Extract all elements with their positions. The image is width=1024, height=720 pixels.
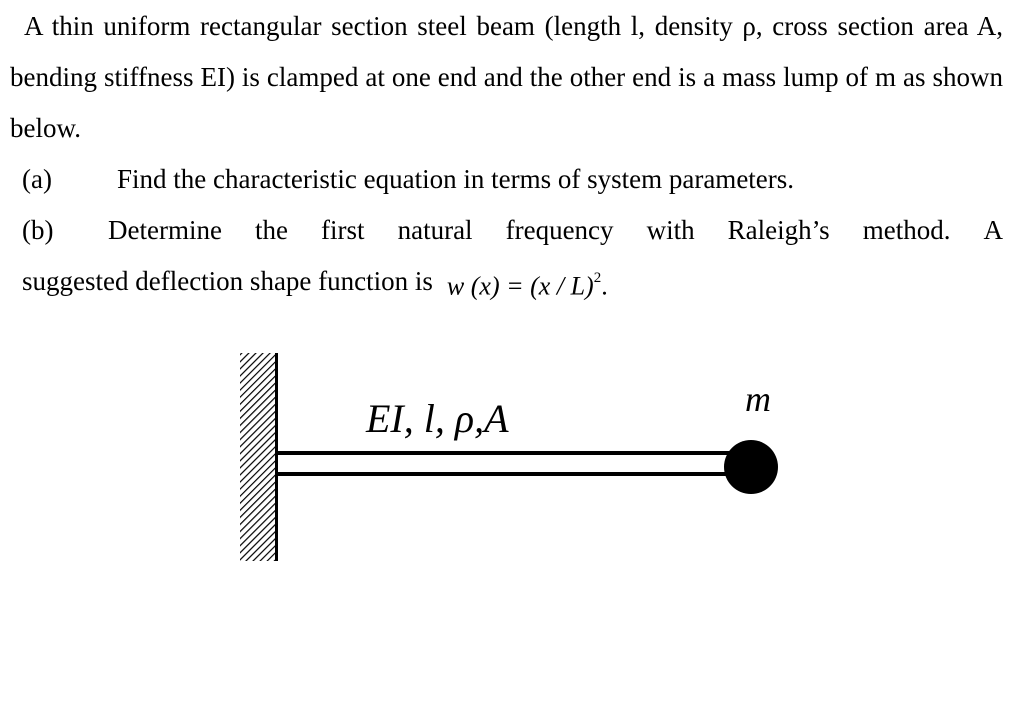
- lumped-mass: [724, 440, 778, 494]
- problem-statement: [10, 0, 1003, 312]
- part-b-label: (b): [22, 215, 54, 245]
- clamped-wall-hatch: [240, 353, 275, 561]
- part-b-line-2: [10, 256, 1003, 312]
- part-a: [10, 154, 1003, 205]
- part-b-word: Determine: [108, 215, 222, 245]
- problem-intro: A thin uniform rectangular section steel beam (length l, density ρ, cross section area A, bending stiffness EI) is clamped at one end and the other end is a mass lump of m as shown below.: [10, 11, 1003, 143]
- part-b-text-line-1: [108, 205, 1003, 256]
- part-b-text-line-2: suggested deflection shape function is: [22, 266, 433, 296]
- part-b-line-1: [10, 205, 1003, 256]
- formula-period: .: [601, 271, 608, 301]
- deflection-formula: [447, 256, 608, 312]
- part-b-word: Raleigh’s: [727, 215, 830, 245]
- part-b-word: A: [983, 215, 1003, 245]
- part-b-word: with: [646, 215, 695, 245]
- part-a-label: (a): [22, 164, 52, 194]
- part-b-word: first: [321, 215, 365, 245]
- beam-properties-label: EI, l, ρ,A: [366, 396, 509, 441]
- mass-label: m: [745, 379, 771, 419]
- part-b-word: natural: [397, 215, 473, 245]
- formula-body: w (x) = (x / L): [446, 271, 594, 301]
- part-b-word: the: [255, 215, 288, 245]
- part-a-text: Find the characteristic equation in terms of system parameters.: [117, 164, 795, 194]
- part-b-word: frequency: [505, 215, 614, 245]
- part-b-word: method.: [862, 215, 951, 245]
- formula-exponent: 2: [593, 270, 602, 286]
